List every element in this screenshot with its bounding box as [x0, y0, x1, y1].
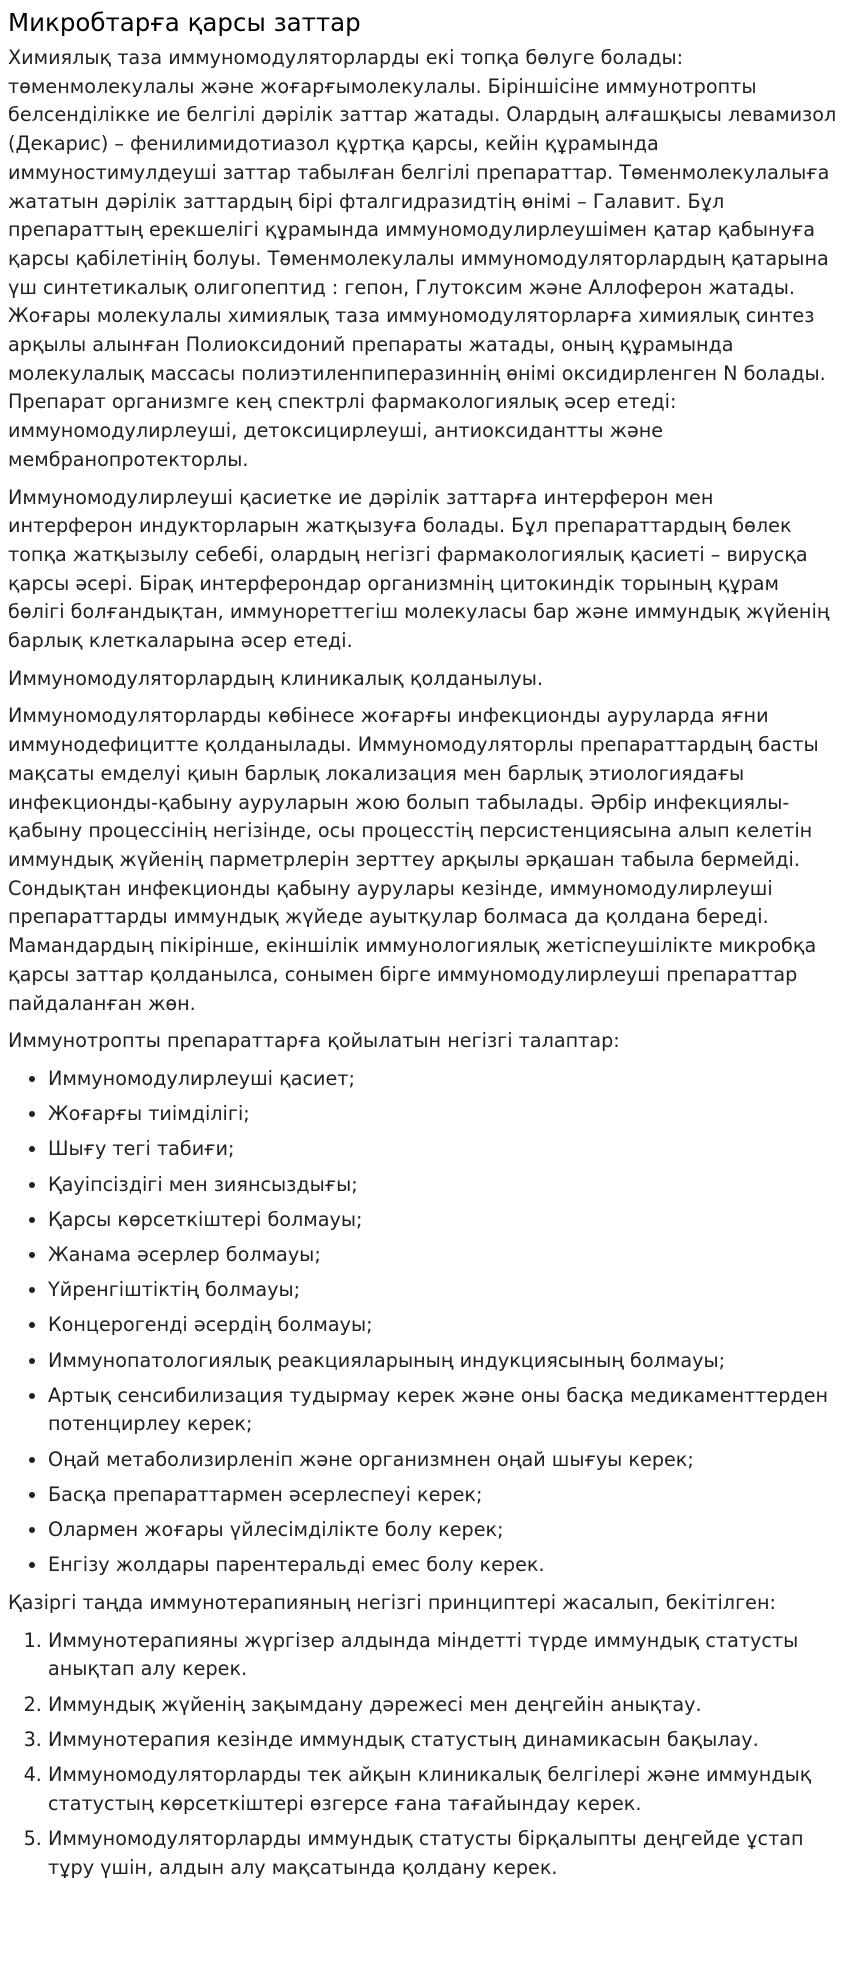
requirements-intro: Иммунотропты препараттарға қойылатын негізгі талаптар: — [8, 1029, 620, 1053]
list-item: • Артық сенсибилизация тудырмау керек және оны басқа медикаменттерден потенцирлеу керек; — [48, 1382, 839, 1439]
list-item: • Үйренгіштіктің болмауы; — [48, 1276, 839, 1305]
list-item: • Қарсы көрсеткіштері болмауы; — [48, 1206, 839, 1235]
list-item: 1. Иммунотерапияны жүргізер алдында міндетті түрде иммундық статусты анықтап алу керек. — [48, 1627, 839, 1684]
paragraph-clinical-use: Иммуномодуляторларды көбінесе жоғарғы инфекционды ауруларда яғни иммунодефицитте қолданылады. Иммуномодуляторлы препараттардың басты мақсаты емделуі қиын барлық локализация мен барлық этиологиядағы инфекционды-қабыну ауруларын жою болып табылады. Әрбір инфекциялы-қабыну процессінің негізінде, осы процесстің персистенциясына алып келетін иммундық жүйенің парметрлерін зерттеу арқылы әрқашан табыла бермейді. Сондықтан инфекционды қабыну аурулары кезінде, иммуномодулирлеуші препараттарды иммундық жүйеде ауытқулар болмаса да қолдана береді. Мамандардың пікірінше, екіншілік иммунологиялық жетіспеушілікте микробқа қарсы заттар қолданылса, сонымен бірге иммуномодулирлеуші препараттар пайдаланған жөн. — [8, 704, 819, 1015]
list-item: • Концерогенді әсердің болмауы; — [48, 1311, 839, 1340]
list-item: 3. Иммунотерапия кезінде иммундық статустың динамикасын бақылау. — [48, 1726, 839, 1755]
paragraph-interferon: Иммуномодулирлеуші қасиетке ие дәрілік заттарға интерферон мен интерферон индукторларын жатқызуға болады. Бұл препараттардың бөлек топқа жатқызылу себебі, олардың негізгі фармакологиялық қасиеті – вирусқа қарсы әсері. Бірақ интерферондар организмнің цитокиндік торының құрам бөлігі болғандықтан, иммунореттегіш молекуласы бар және иммундық жүйенің барлық клеткаларына әсер етеді. — [8, 485, 830, 653]
list-item: • Енгізу жолдары парентеральді емес болу керек. — [48, 1551, 839, 1580]
list-item: • Жанама әсерлер болмауы; — [48, 1241, 839, 1270]
paragraph-low-high-molecular: Химиялық таза иммуномодуляторларды екі топқа бөлуге болады: төменмолекулалы және жоғарғымолекулалы. Біріншісіне иммунотропты белсенділікке ие белгілі дәрілік заттар жатады. Олардың алғашқысы левамизол (Декарис) – фенилимидотиазол құртқа қарсы, кейін құрамында иммуностимулдеуші заттар табылған белгілі препараттар. Төменмолекулалыға жататын дәрілік заттардың бірі фталгидразидтің өнімі – Галавит. Бұл препараттың ерекшелігі құрамында иммуномодулирлеушімен қатар қабынуға қарсы қабілетінің болуы. Төменмолекулалы иммуномодуляторлардың қатарына үш синтетикалық олигопептид : гепон, Глутоксим және Аллоферон жатады. Жоғары молекулалы химиялық таза иммуномодуляторларға химиялық синтез арқылы алынған Полиоксидоний препараты жатады, оның құрамында молекулалық массасы полиэтиленпиперазиннің өнімі оксидирленген N болады. Препарат организмге кең спектрлі фармакологиялық әсер етеді: иммуномодулирлеуші, детоксицирлеуші, антиоксидантты және мембранопротекторлы. — [8, 46, 837, 471]
principles-list — [8, 1627, 839, 1883]
list-item: • Жоғарғы тиімділігі; — [48, 1100, 839, 1129]
list-item: • Қауіпсіздігі мен зиянсыздығы; — [48, 1171, 839, 1200]
page-title: Микробтарға қарсы заттар — [8, 8, 361, 37]
list-item: 2. Иммундық жүйенің зақымдану дәрежесі мен деңгейін анықтау. — [48, 1691, 839, 1720]
section-heading-clinical-use: Иммуномодуляторлардың клиникалық қолданылуы. — [8, 666, 544, 690]
requirements-list — [8, 1065, 839, 1580]
list-item: • Шығу тегі табиғи; — [48, 1135, 839, 1164]
list-item: • Басқа препараттармен әсерлеспеуі керек; — [48, 1481, 839, 1510]
list-item: 4. Иммуномодуляторларды тек айқын клиникалық белгілері және иммундық статустың көрсеткіштері өзгерсе ғана тағайындау керек. — [48, 1761, 839, 1818]
list-item: 5. Иммуномодуляторларды иммундық статусты бірқалыпты деңгейде ұстап тұру үшін, алдын алу мақсатында қолдану керек. — [48, 1825, 839, 1882]
principles-intro: Қазіргі таңда иммунотерапияның негізгі принциптері жасалып, бекітілген: — [8, 1590, 776, 1614]
list-item: • Оңай метаболизирленіп және организмнен оңай шығуы керек; — [48, 1446, 839, 1475]
list-item: • Иммуномодулирлеуші қасиет; — [48, 1065, 839, 1094]
list-item: • Иммунопатологиялық реакцияларының индукциясының болмауы; — [48, 1347, 839, 1376]
list-item: • Олармен жоғары үйлесімділікте болу керек; — [48, 1516, 839, 1545]
